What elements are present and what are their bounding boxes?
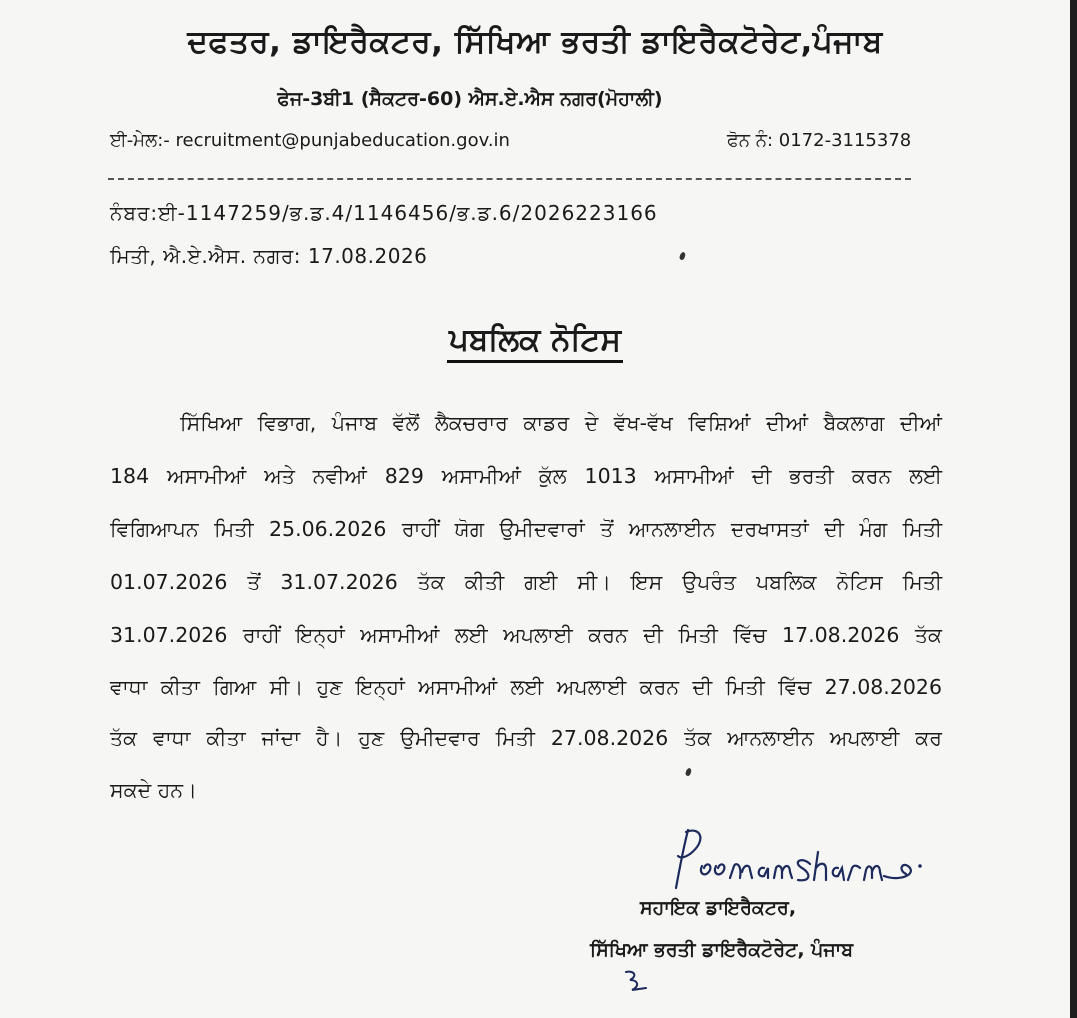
- notice-body-line: ਵਿਗਿਆਪਨ ਮਿਤੀ 25.06.2026 ਰਾਹੀਂ ਯੋਗ ਉਮੀਦਵਾਰਾਂ ਤੋਂ ਆਨਲਾਈਨ ਦਰਖਾਸਤਾਂ ਦੀ ਮੰਗ ਮਿਤੀ: [110, 517, 942, 541]
- issue-date: ਮਿਤੀ, ਐ.ਏ.ਐਸ. ਨਗਰ: 17.08.2026: [110, 244, 428, 268]
- notice-title: [0, 322, 1070, 359]
- notice-body-line: ਸਕਦੇ ਹਨ।: [110, 778, 197, 802]
- ink-speck: [679, 251, 686, 260]
- notice-body-line: ਵਾਧਾ ਕੀਤਾ ਗਿਆ ਸੀ। ਹੁਣ ਇਨ੍ਹਾਂ ਅਸਾਮੀਆਂ ਲਈ ਅਪਲਾਈ ਕਰਨ ਦੀ ਮਿਤੀ ਵਿੱਚ 27.08.2026: [110, 675, 942, 699]
- office-title: ਦਫਤਰ, ਡਾਇਰੈਕਟਰ, ਸਿੱਖਿਆ ਭਰਤੀ ਡਾਇਰੈਕਟੋਰੇਟ,ਪੰਜਾਬ: [187, 24, 883, 60]
- phone-line: ਫੋਨ ਨੰ: 0172-3115378: [727, 130, 912, 151]
- reference-number: ਨੰਬਰ:ਈ-1147259/ਭ.ਡ.4/1146456/ਭ.ਡ.6/2026223166: [110, 201, 658, 225]
- office-address: ਫੇਜ-3ਬੀ1 (ਸੈਕਟਰ-60) ਐਸ.ਏ.ਐਸ ਨਗਰ(ਮੋਹਾਲੀ): [277, 88, 663, 110]
- notice-body-line: 01.07.2026 ਤੋਂ 31.07.2026 ਤੱਕ ਕੀਤੀ ਗਈ ਸੀ। ਇਸ ਉਪਰੰਤ ਪਬਲਿਕ ਨੋਟਿਸ ਮਿਤੀ: [110, 570, 942, 594]
- handwritten-initial: [622, 968, 652, 994]
- notice-body-line: ਤੱਕ ਵਾਧਾ ਕੀਤਾ ਜਾਂਦਾ ਹੈ। ਹੁਣ ਉਮੀਦਵਾਰ ਮਿਤੀ 27.08.2026 ਤੱਕ ਆਨਲਾਈਨ ਅਪਲਾਈ ਕਰ: [110, 726, 942, 750]
- signatory-office: ਸਿੱਖਿਆ ਭਰਤੀ ਡਾਇਰੈਕਟੋਰੇਟ, ਪੰਜਾਬ: [590, 939, 854, 961]
- notice-title-text: ਪਬਲਿਕ ਨੋਟਿਸ: [447, 322, 623, 363]
- email-line: ਈ-ਮੇਲ:- recruitment@punjabeducation.gov.in: [110, 130, 510, 151]
- header-divider: [108, 178, 911, 180]
- notice-body-line: 184 ਅਸਾਮੀਆਂ ਅਤੇ ਨਵੀਆਂ 829 ਅਸਾਮੀਆਂ ਕੁੱਲ 1013 ਅਸਾਮੀਆਂ ਦੀ ਭਰਤੀ ਕਰਨ ਲਈ: [110, 464, 942, 488]
- notice-body-line: 31.07.2026 ਰਾਹੀਂ ਇਨ੍ਹਾਂ ਅਸਾਮੀਆਂ ਲਈ ਅਪਲਾਈ ਕਰਨ ਦੀ ਮਿਤੀ ਵਿੱਚ 17.08.2026 ਤੱਕ: [110, 623, 942, 647]
- ink-speck: [685, 767, 692, 776]
- signatory-designation: ਸਹਾਇਕ ਡਾਇਰੈਕਟਰ,: [640, 897, 797, 919]
- notice-body-line: ਸਿੱਖਿਆ ਵਿਭਾਗ, ਪੰਜਾਬ ਵੱਲੋਂ ਲੈਕਚਰਾਰ ਕਾਡਰ ਦੇ ਵੱਖ-ਵੱਖ ਵਿਸ਼ਿਆਂ ਦੀਆਂ ਬੈਕਲਾਗ ਦੀਆਂ: [180, 411, 942, 435]
- handwritten-signature: [670, 822, 950, 902]
